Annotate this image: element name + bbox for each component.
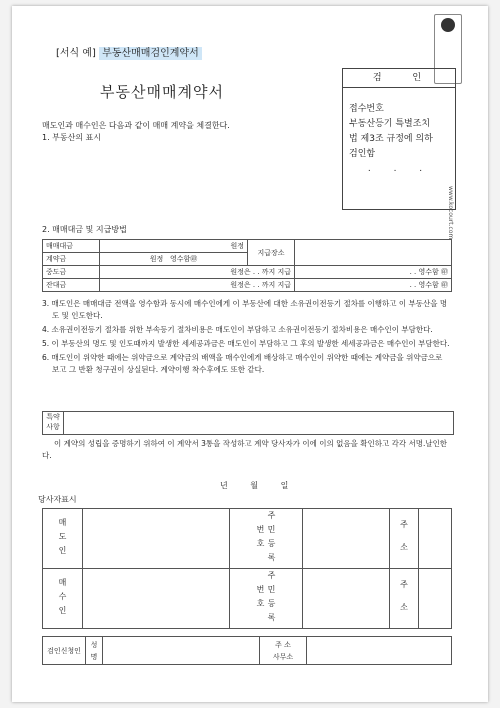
date-year: 년 <box>220 481 228 490</box>
pay-label: 매매대금 <box>43 240 100 253</box>
section-1: 1. 부동산의 표시 <box>42 133 102 142</box>
id-label: 주민등록번호 <box>230 569 303 629</box>
receipt: 영수함㊞ <box>169 255 198 263</box>
form-type: [서식 예] <box>56 48 96 59</box>
special-label: 특약사항 <box>43 412 64 434</box>
pay-place: 지급장소 <box>248 240 295 266</box>
date-month: 월 <box>250 481 259 490</box>
parties-table <box>42 508 452 629</box>
applicant-address[interactable] <box>307 637 452 665</box>
address-label: 주 소 <box>390 569 419 629</box>
applicant-label: 검인신청인 <box>43 637 86 665</box>
stamp-line: 법 제3조 규정에 의하 <box>349 134 433 144</box>
special-terms-box[interactable] <box>42 411 454 435</box>
id-label: 주민등록번호 <box>230 509 303 569</box>
stamp-line: 접수번호 <box>349 104 384 114</box>
address-label: 주 소 <box>390 509 419 569</box>
pay-label: 계약금 <box>43 253 100 266</box>
form-name: 부동산매매검인계약서 <box>99 47 202 60</box>
seller-id[interactable] <box>303 509 390 569</box>
term-item: 4. 소유권이전등기 절차를 위한 부속등기 절차비용은 매도인이 부담하고 소유권이전등기 절차비용은 매수인이 부담한다. <box>42 325 433 334</box>
term-item: 5. 이 부동산의 명도 및 인도때까지 발생한 세세공과금은 매도인이 부담하고 그 후의 발생한 세세공과금은 매수인이 부담한다. <box>42 339 450 348</box>
stamp-line: 부동산등기 특별조치 <box>349 119 431 129</box>
section-2: 2. 매매대금 및 지급방법 <box>42 225 127 234</box>
name-label-2: 명 <box>90 652 98 661</box>
seller-address[interactable] <box>419 509 452 569</box>
side-url: www.kocourt.com <box>447 186 454 240</box>
receipt: . . 영수함 ㊞ <box>295 279 452 292</box>
addr-label-1: 주 소 <box>275 640 291 649</box>
term-item: 6. 매도인이 위약한 때에는 위약금으로 계약금의 배액을 매수인에게 배상하고 매수인이 위약한 때에는 계약금을 위약금으로 보고 그 반환 청구권이 상실된다. 계약이행 착수후에도 또한 같다. <box>42 353 443 374</box>
pay-unit: 원정 <box>100 240 248 253</box>
form-label <box>56 44 202 59</box>
pay-text: 원정은 . . 까지 지급 <box>100 266 295 279</box>
pay-unit: 원정 <box>149 255 164 263</box>
name-label-1: 성 <box>90 640 98 649</box>
applicant-table <box>42 636 452 665</box>
parties-label: 당사자표시 <box>38 495 77 504</box>
closing-text: 이 계약의 성립을 증명하기 위하여 이 계약서 3통을 작성하고 계약 당사자가 이에 이의 없음을 확인하고 각각 서명.날인한다. <box>42 439 448 460</box>
seller-name[interactable] <box>83 509 230 569</box>
stamp-dots: . . . <box>367 164 433 174</box>
buyer-id[interactable] <box>303 569 390 629</box>
pay-place-value[interactable] <box>295 240 452 266</box>
buyer-name[interactable] <box>83 569 230 629</box>
receipt: . . 영수함 ㊞ <box>295 266 452 279</box>
intro-text: 매도인과 매수인은 다음과 같이 매매 계약을 체결한다. <box>42 121 230 130</box>
seller-label: 매도인 <box>43 509 83 569</box>
page-title: 부동산매매계약서 <box>100 83 224 101</box>
term-item: 3. 매도인은 매매대금 전액을 영수함과 동시에 매수인에게 이 부동산에 대한 소유권이전등기 절차를 이행하고 이 부동산을 명도 및 인도한다. <box>42 299 448 320</box>
pay-text: 원정은 . . 까지 지급 <box>100 279 295 292</box>
pay-label: 중도금 <box>43 266 100 279</box>
payment-table <box>42 239 452 292</box>
buyer-label: 매수인 <box>43 569 83 629</box>
date-day: 일 <box>280 481 289 490</box>
terms-list <box>42 298 452 378</box>
document-page <box>12 6 488 702</box>
applicant-name[interactable] <box>103 637 260 665</box>
buyer-address[interactable] <box>419 569 452 629</box>
pay-label: 잔대금 <box>43 279 100 292</box>
stamp-line: 검인함 <box>349 149 376 159</box>
stamp-head: 검 인 <box>343 69 455 88</box>
addr-label-2: 사무소 <box>272 652 294 661</box>
